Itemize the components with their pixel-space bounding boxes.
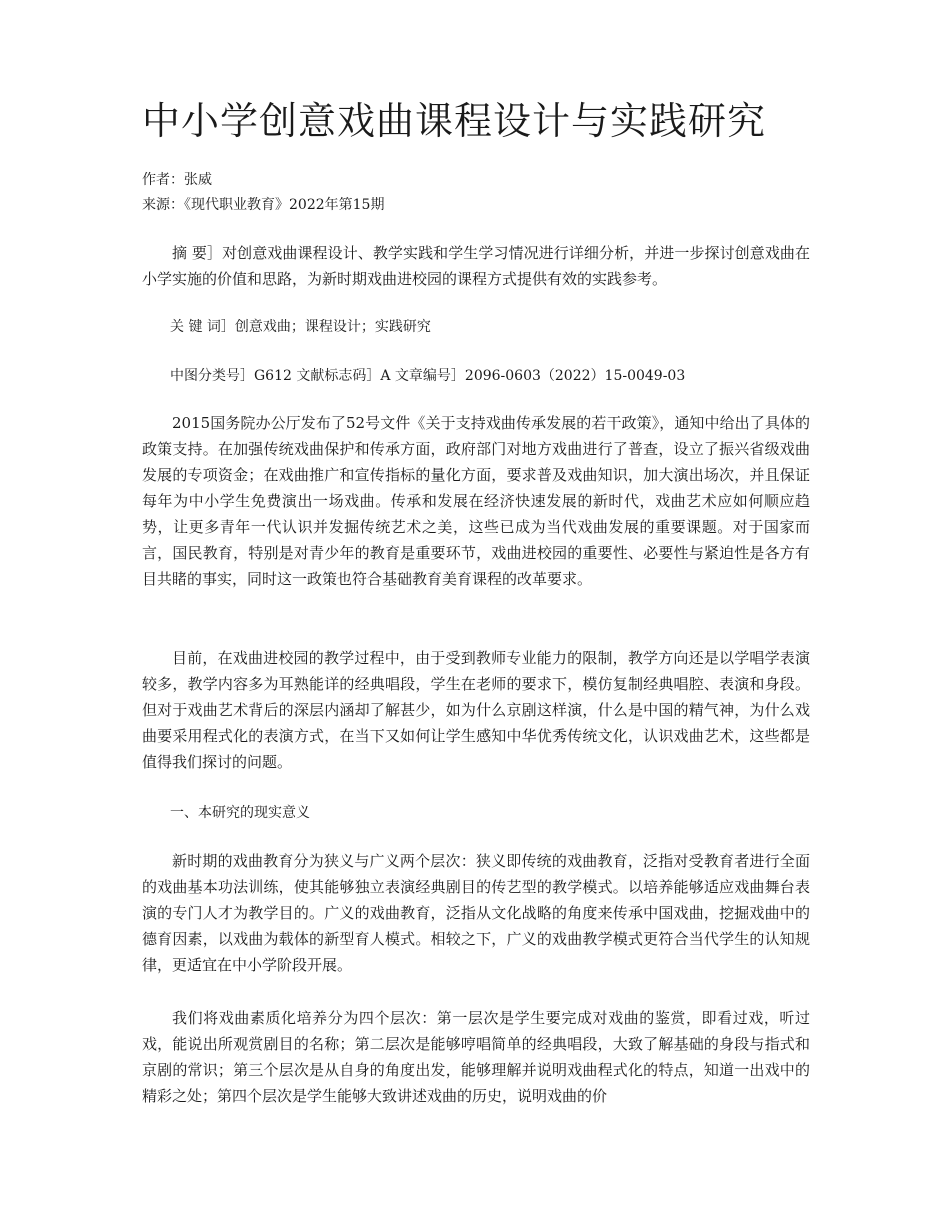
source-line: 来源：《现代职业教育》2022年第15期 — [142, 197, 385, 213]
section-heading: 一、本研究的现实意义 — [170, 805, 310, 821]
body-paragraph: 新时期的戏曲教育分为狭义与广义两个层次：狭义即传统的戏曲教育，泛指对受教育者进行全面的戏曲基本功法训练，使其能够独立表演经典剧目的传艺型的教学模式。以培养能够适应戏曲舞台表演的专门人才为教学目的。广义的戏曲教育，泛指从文化战略的角度来传承中国戏曲，挖掘戏曲中的德育因素，以戏曲为载体的新型育人模式。相较之下，广义的戏曲教学模式更符合当代学生的认知规律，更适宜在中小学阶段开展。 — [142, 852, 810, 974]
body-paragraph: 我们将戏曲素质化培养分为四个层次：第一层次是学生要完成对戏曲的鉴赏，即看过戏，听过戏，能说出所观赏剧目的名称；第二层次是能够哼唱简单的经典唱段，大致了解基础的身段与指式和京剧的常识；第三个层次是从自身的角度出发，能够理解并说明戏曲程式化的特点，知道一出戏中的精彩之处；第四个层次是学生能够大致讲述戏曲的历史，说明戏曲的价 — [142, 1009, 810, 1105]
author-line: 作者：张威 — [142, 172, 212, 188]
body-paragraph: 目前，在戏曲进校园的教学过程中，由于受到教师专业能力的限制，教学方向还是以学唱学表演较多，教学内容多为耳熟能详的经典唱段，学生在老师的要求下，模仿复制经典唱腔、表演和身段。但对于戏曲艺术背后的深层内涵却了解甚少，如为什么京剧这样演，什么是中国的精气神，为什么戏曲要采用程式化的表演方式，在当下又如何让学生感知中华优秀传统文化，认识戏曲艺术，这些都是值得我们探讨的问题。 — [142, 649, 810, 771]
keywords: 关 键 词］创意戏曲；课程设计；实践研究 — [170, 319, 431, 335]
article-title: 中小学创意戏曲课程设计与实践研究 — [142, 99, 767, 143]
body-paragraph: 2015国务院办公厅发布了52号文件《关于支持戏曲传承发展的若干政策》，通知中给出了具体的政策支持。在加强传统戏曲保护和传承方面，政府部门对地方戏曲进行了普查，设立了振兴省级戏曲发展的专项资金；在戏曲推广和宣传指标的量化方面，要求普及戏曲知识，加大演出场次，并且保证每年为中小学生免费演出一场戏曲。传承和发展在经济快速发展的新时代，戏曲艺术应如何顺应趋势，让更多青年一代认识并发掘传统艺术之美，这些已成为当代戏曲发展的重要课题。对于国家而言，国民教育，特别是对青少年的教育是重要环节，戏曲进校园的重要性、必要性与紧迫性是各方有目共睹的事实，同时这一政策也符合基础教育美育课程的改革要求。 — [142, 414, 810, 588]
abstract: 摘 要］对创意戏曲课程设计、教学实践和学生学习情况进行详细分析，并进一步探讨创意戏曲在小学实施的价值和思路，为新时期戏曲进校园的课程方式提供有效的实践参考。 — [142, 244, 810, 288]
classification-line: 中图分类号］G612 文献标志码］A 文章编号］2096-0603（2022）15-0049-03 — [170, 368, 686, 384]
